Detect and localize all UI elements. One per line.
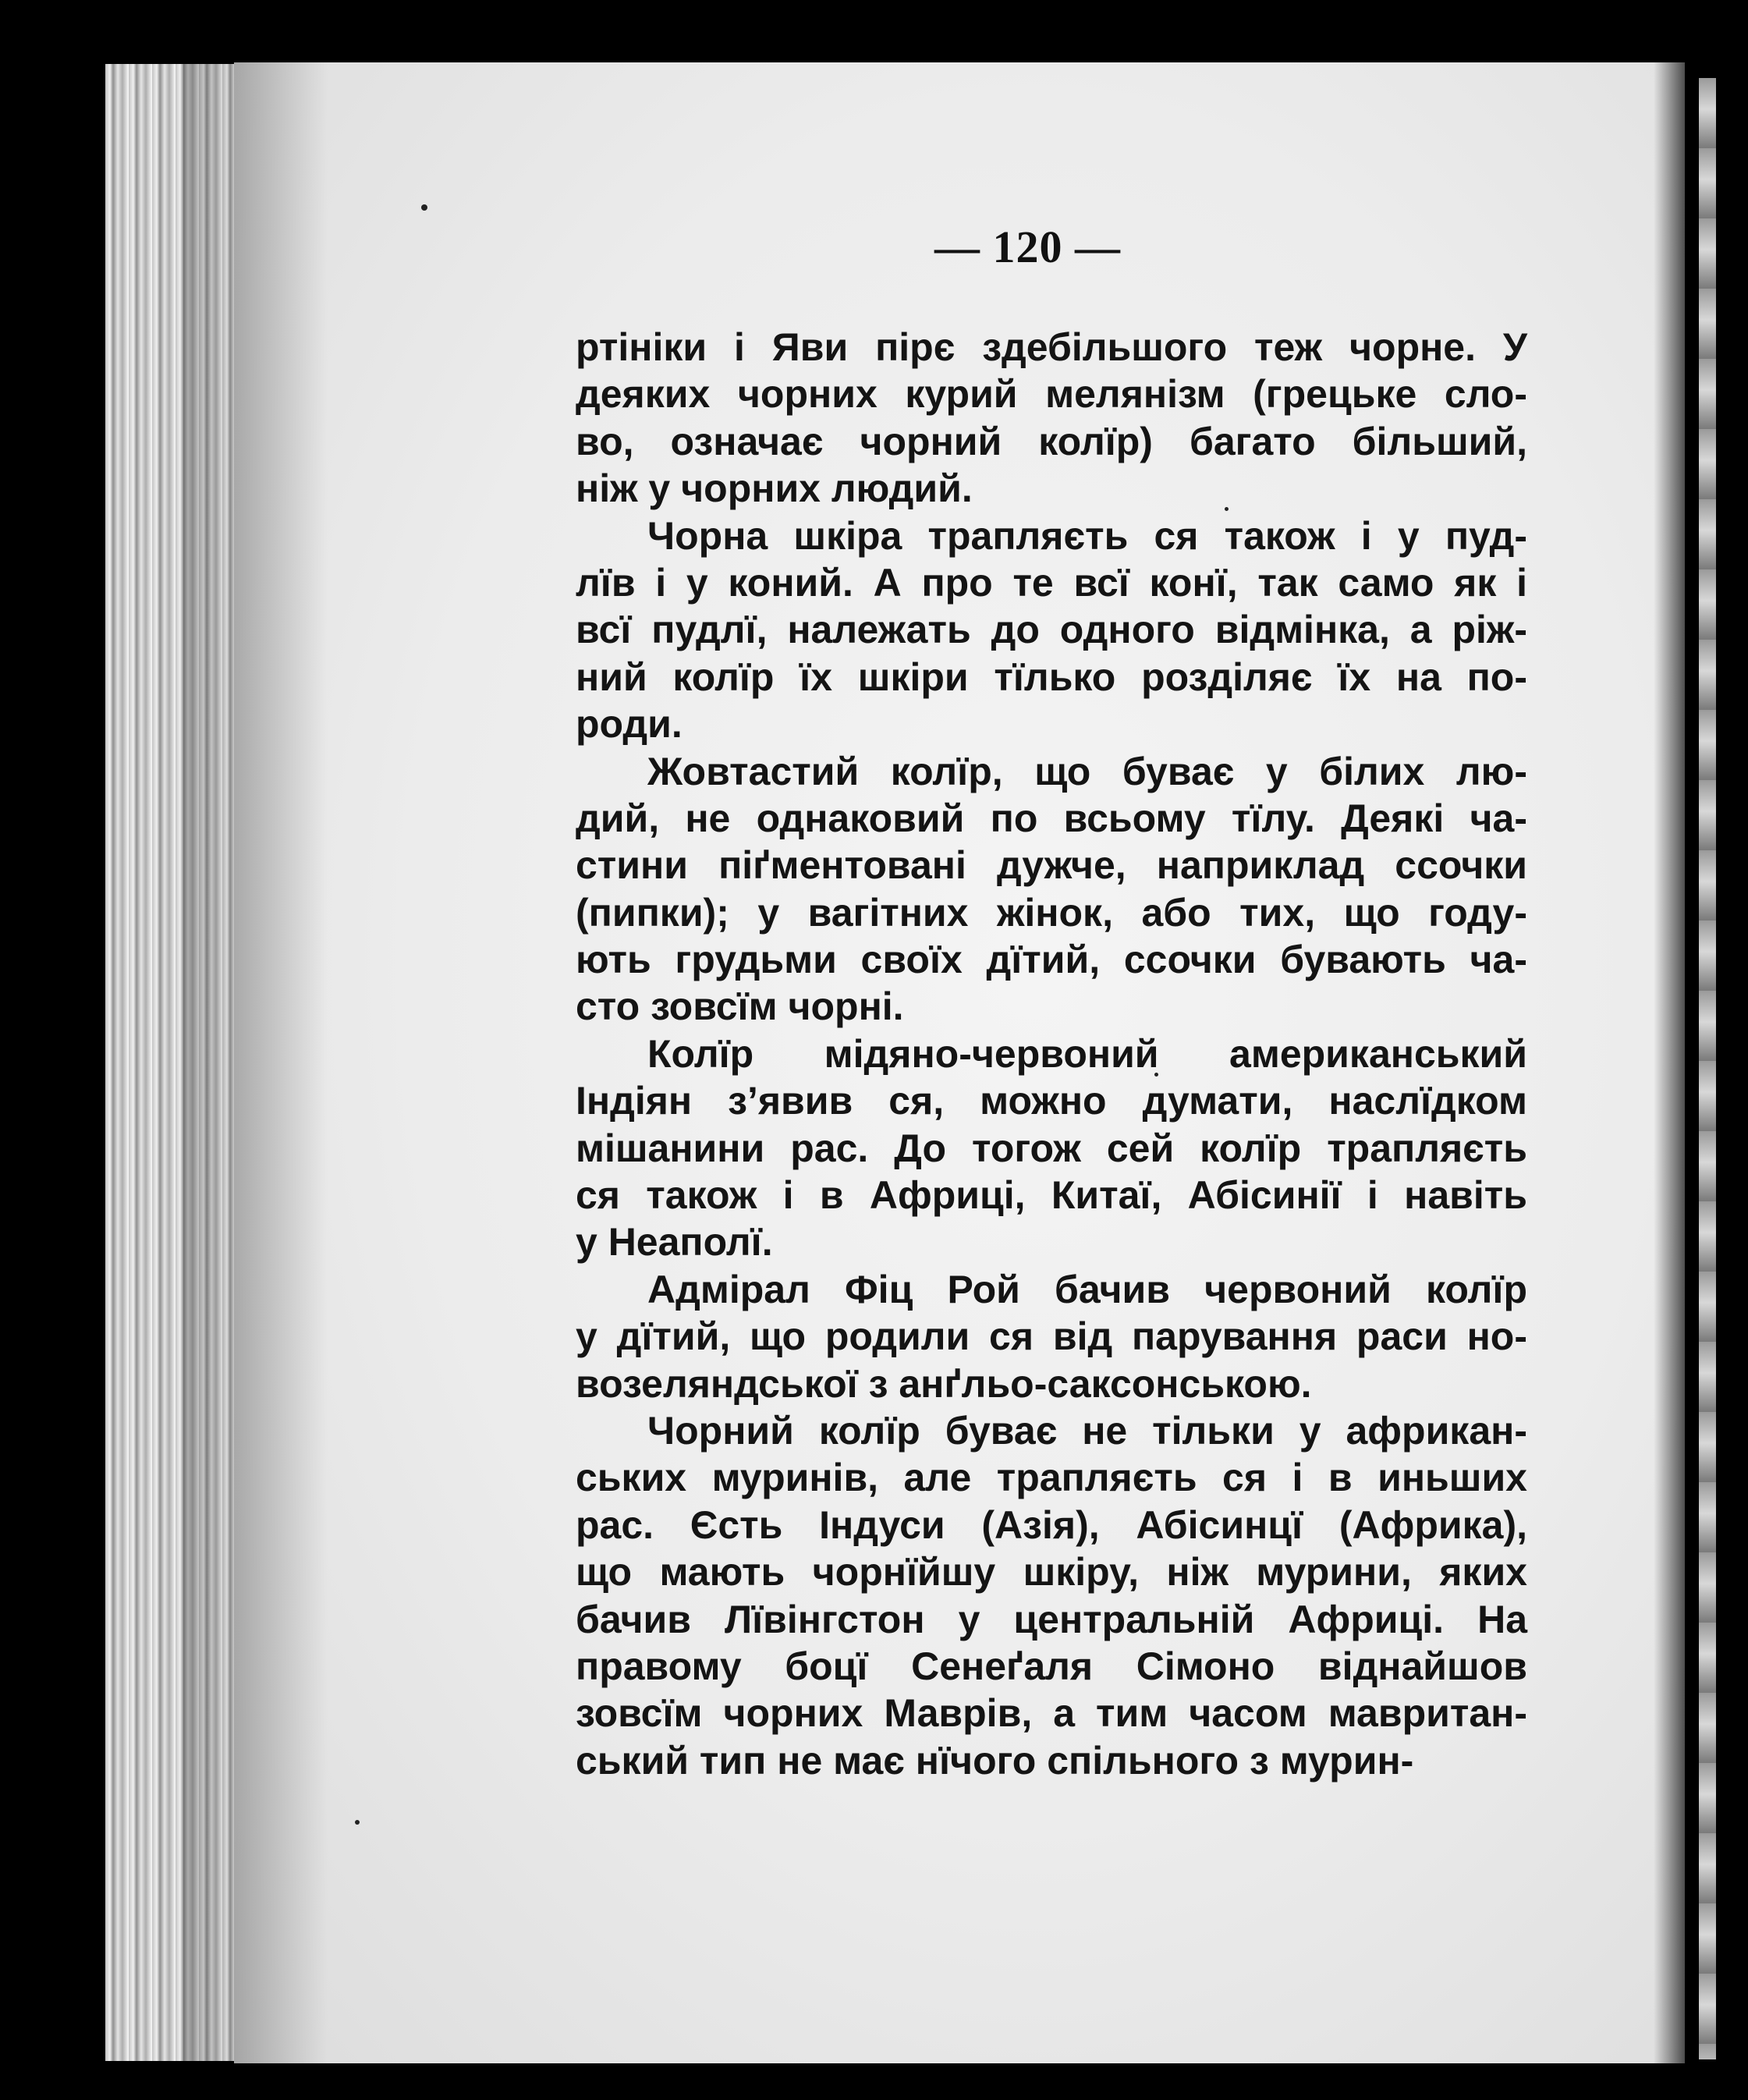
text-line: зовсїм чорних Маврів, а тим часом мавритан- [576, 1691, 1527, 1736]
text-line: всї пудлї, належать до одного відмінка, а ріж- [576, 608, 1527, 652]
text-line: роди. [576, 702, 683, 747]
adjacent-page-edge [1699, 78, 1716, 2059]
paragraph [576, 1407, 1527, 1784]
paragraph [576, 1266, 1527, 1407]
dust-speck [421, 204, 427, 211]
text-line: ських муринів, але трапляєть ся і в иньших [576, 1456, 1527, 1500]
text-line: ють грудьми своїх дїтий, ссочки бувають ча- [576, 938, 1527, 982]
text-line: у дїтий, що родили ся від парування раси но- [576, 1314, 1527, 1359]
text-line: деяких чорних курий мелянізм (грецьке сло- [576, 372, 1527, 417]
text-line: стини піґментовані дужче, наприклад ссочки [576, 843, 1527, 888]
text-line: бачив Лївінгстон у центральній Африці. На [576, 1597, 1527, 1641]
body-text [576, 324, 1527, 1784]
text-line: мішанини рас. До тогож сей колїр трапляєть [576, 1126, 1527, 1170]
paragraph [576, 513, 1527, 748]
text-line: Індіян з’явив ся, можно думати, наслїдком [576, 1079, 1527, 1123]
text-line: ніж у чорних людий. [576, 466, 973, 511]
text-line: що мають чорнїйшу шкіру, ніж мурини, яких [576, 1550, 1527, 1595]
paragraph [576, 324, 1527, 513]
text-line: сто зовсїм чорні. [576, 984, 904, 1029]
text-line: возеляндської з анґльо-саксонською. [576, 1361, 1312, 1406]
text-line: лїв і у коний. А про те всї конї, так само як і [576, 560, 1527, 605]
text-line: во, означає чорний колїр) багато більший, [576, 419, 1527, 463]
text-line: ський тип не має нїчого спільного з мурин- [576, 1738, 1414, 1783]
text-line: дий, не однаковий по всьому тїлу. Деякі ча- [576, 796, 1527, 840]
text-line: правому боцї Сенеґаля Сімоно віднайшов [576, 1644, 1527, 1688]
text-line: Адмірал Фіц Рой бачив червоний колїр [647, 1267, 1527, 1311]
text-line: ся також і в Африці, Китаї, Абісинії і навіть [576, 1173, 1527, 1218]
text-line: Чорна шкіра трапляєть ся також і у пуд- [647, 513, 1527, 558]
dust-speck [355, 1820, 360, 1825]
text-line: Колїр мідяно-червоний американський [647, 1031, 1527, 1076]
text-line: (пипки); у вагітних жінок, або тих, що году- [576, 890, 1527, 935]
text-line: у Неаполї. [576, 1220, 773, 1265]
text-line: Жовтастий колїр, що буває у білих лю- [647, 749, 1527, 793]
text-line: рас. Єсть Індуси (Азія), Абісинцї (Африка), [576, 1502, 1527, 1547]
paragraph [576, 748, 1527, 1030]
text-line: Чорний колїр буває не тільки у африкан- [647, 1408, 1527, 1453]
paragraph [576, 1030, 1527, 1266]
page-number: — 120 — [934, 222, 1121, 272]
text-line: ний колїр їх шкіри тїлько розділяє їх на по- [576, 654, 1527, 699]
text-line: ртініки і Яви пірє здебільшого теж чорне. У [576, 325, 1527, 369]
